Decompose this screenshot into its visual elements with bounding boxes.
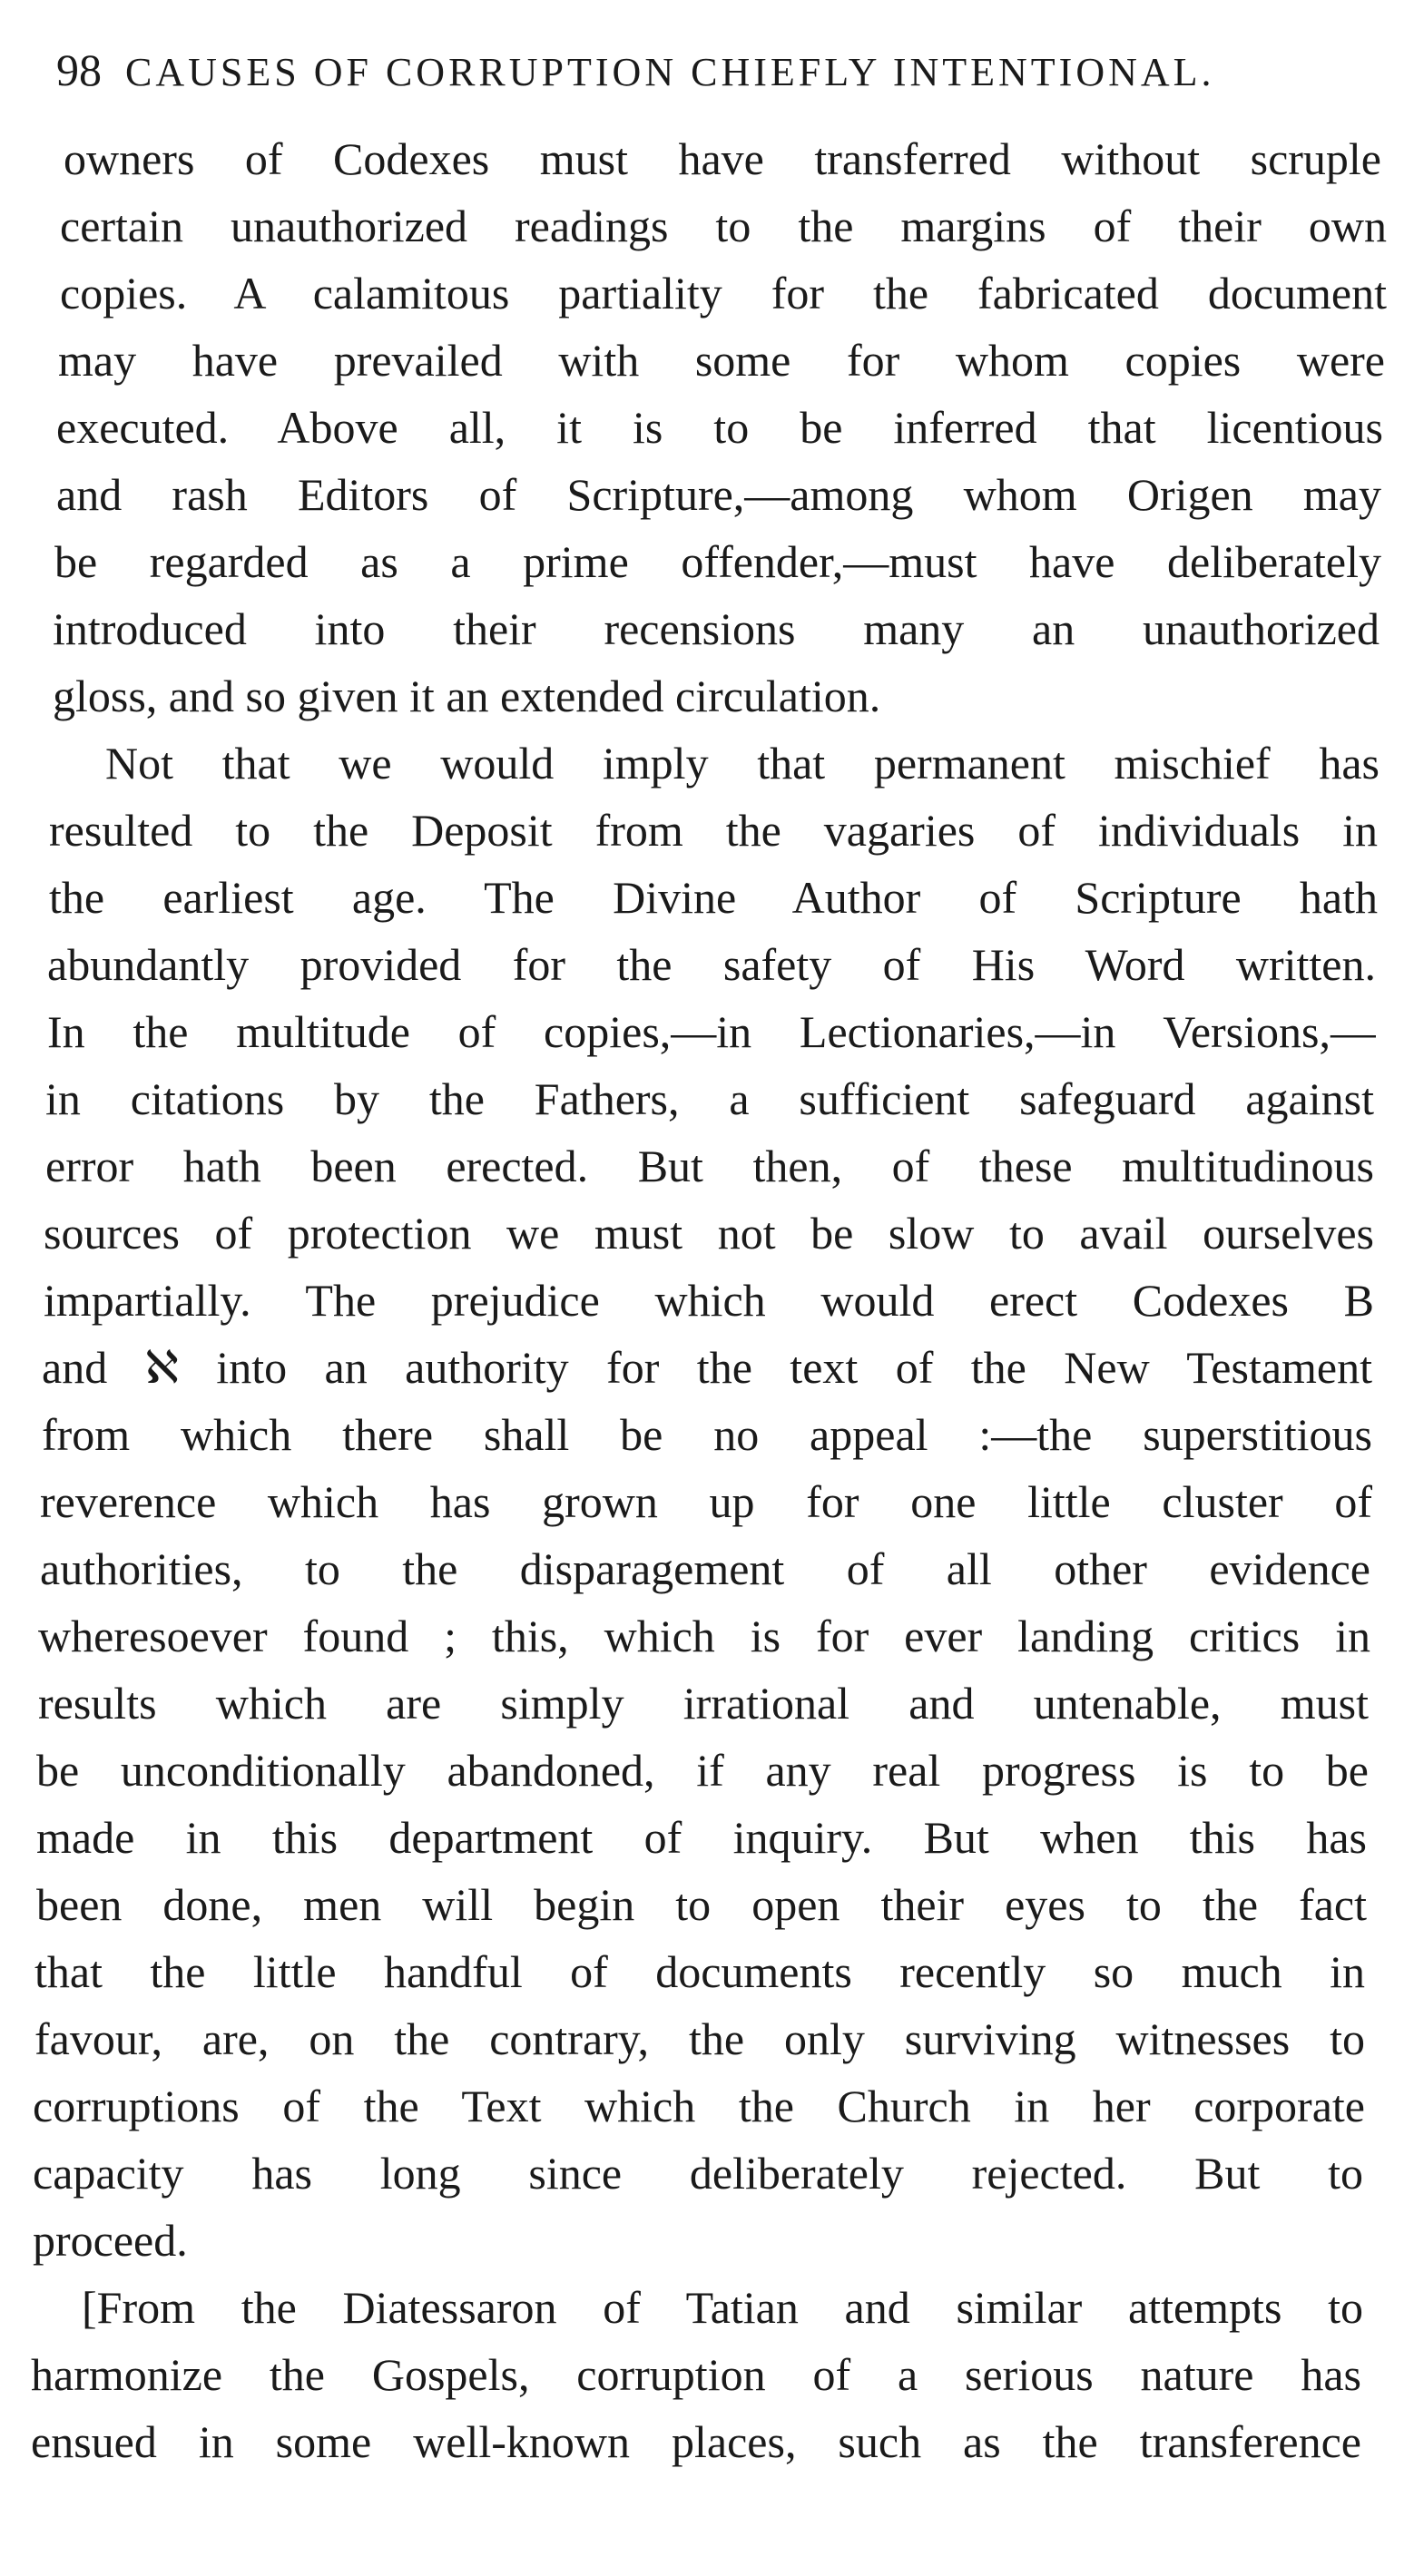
text-line: error hath been erected. But then, of these multitudinous (45, 1141, 1374, 1191)
text-line: favour, are, on the contrary, the only surviving witnesses to (34, 2013, 1365, 2064)
text-line: and rash Editors of Scripture,—among whom Origen may (56, 469, 1381, 520)
text-line: in citations by the Fathers, a sufficient safeguard against (45, 1073, 1374, 1124)
text-line: be unconditionally abandoned, if any real progress is to be (36, 1745, 1369, 1796)
text-line: and ℵ into an authority for the text of the New Testament (42, 1342, 1372, 1393)
text-line: sources of protection we must not be slow to avail ourselves (44, 1208, 1374, 1259)
text-line: certain unauthorized readings to the margins of their own (60, 201, 1387, 251)
text-line: copies. A calamitous partiality for the fabricated document (60, 268, 1387, 318)
text-line: capacity has long since deliberately rejected. But to (33, 2148, 1363, 2199)
text-line: proceed. (33, 2215, 188, 2266)
text-line: the earliest age. The Divine Author of Scripture hath (49, 872, 1378, 923)
text-line: In the multitude of copies,—in Lectionaries,—in Versions,— (47, 1006, 1376, 1057)
text-line: wheresoever found ; this, which is for ever landing critics in (38, 1611, 1370, 1661)
text-line: executed. Above all, it is to be inferred that licentious (56, 402, 1383, 453)
text-line: owners of Codexes must have transferred without scruple (64, 133, 1381, 184)
text-line: [From the Diatessaron of Tatian and similar attempts to (82, 2282, 1363, 2333)
text-line: reverence which has grown up for one little cluster of (40, 1476, 1372, 1527)
text-line: that the little handful of documents recently so much in (34, 1946, 1365, 1997)
text-line: introduced into their recensions many an unauthorized (53, 603, 1380, 654)
text-line: may have prevailed with some for whom copies were (58, 335, 1385, 386)
text-line: harmonize the Gospels, corruption of a serious nature has (31, 2349, 1361, 2400)
text-line: corruptions of the Text which the Church in her corporate (33, 2081, 1365, 2131)
text-line: authorities, to the disparagement of all other evidence (40, 1543, 1370, 1594)
text-line: impartially. The prejudice which would erect Codexes B (44, 1275, 1374, 1326)
text-line: been done, men will begin to open their eyes to the fact (36, 1879, 1367, 1930)
running-head-title: CAUSES OF CORRUPTION CHIEFLY INTENTIONAL. (125, 50, 1215, 94)
text-line: Not that we would imply that permanent mischief has (105, 738, 1380, 788)
page-number: 98 (56, 44, 102, 95)
text-line: made in this department of inquiry. But when this has (36, 1812, 1367, 1863)
text-line: abundantly provided for the safety of His Word written. (47, 939, 1376, 990)
text-line: resulted to the Deposit from the vagaries of individuals in (49, 805, 1378, 856)
text-line: gloss, and so given it an extended circulation. (53, 671, 881, 721)
text-line: results which are simply irrational and untenable, must (38, 1678, 1369, 1729)
text-line: be regarded as a prime offender,—must have deliberately (54, 536, 1381, 587)
text-line: ensued in some well-known places, such as the transference (31, 2416, 1361, 2467)
text-line: from which there shall be no appeal :—the superstitious (42, 1409, 1372, 1460)
